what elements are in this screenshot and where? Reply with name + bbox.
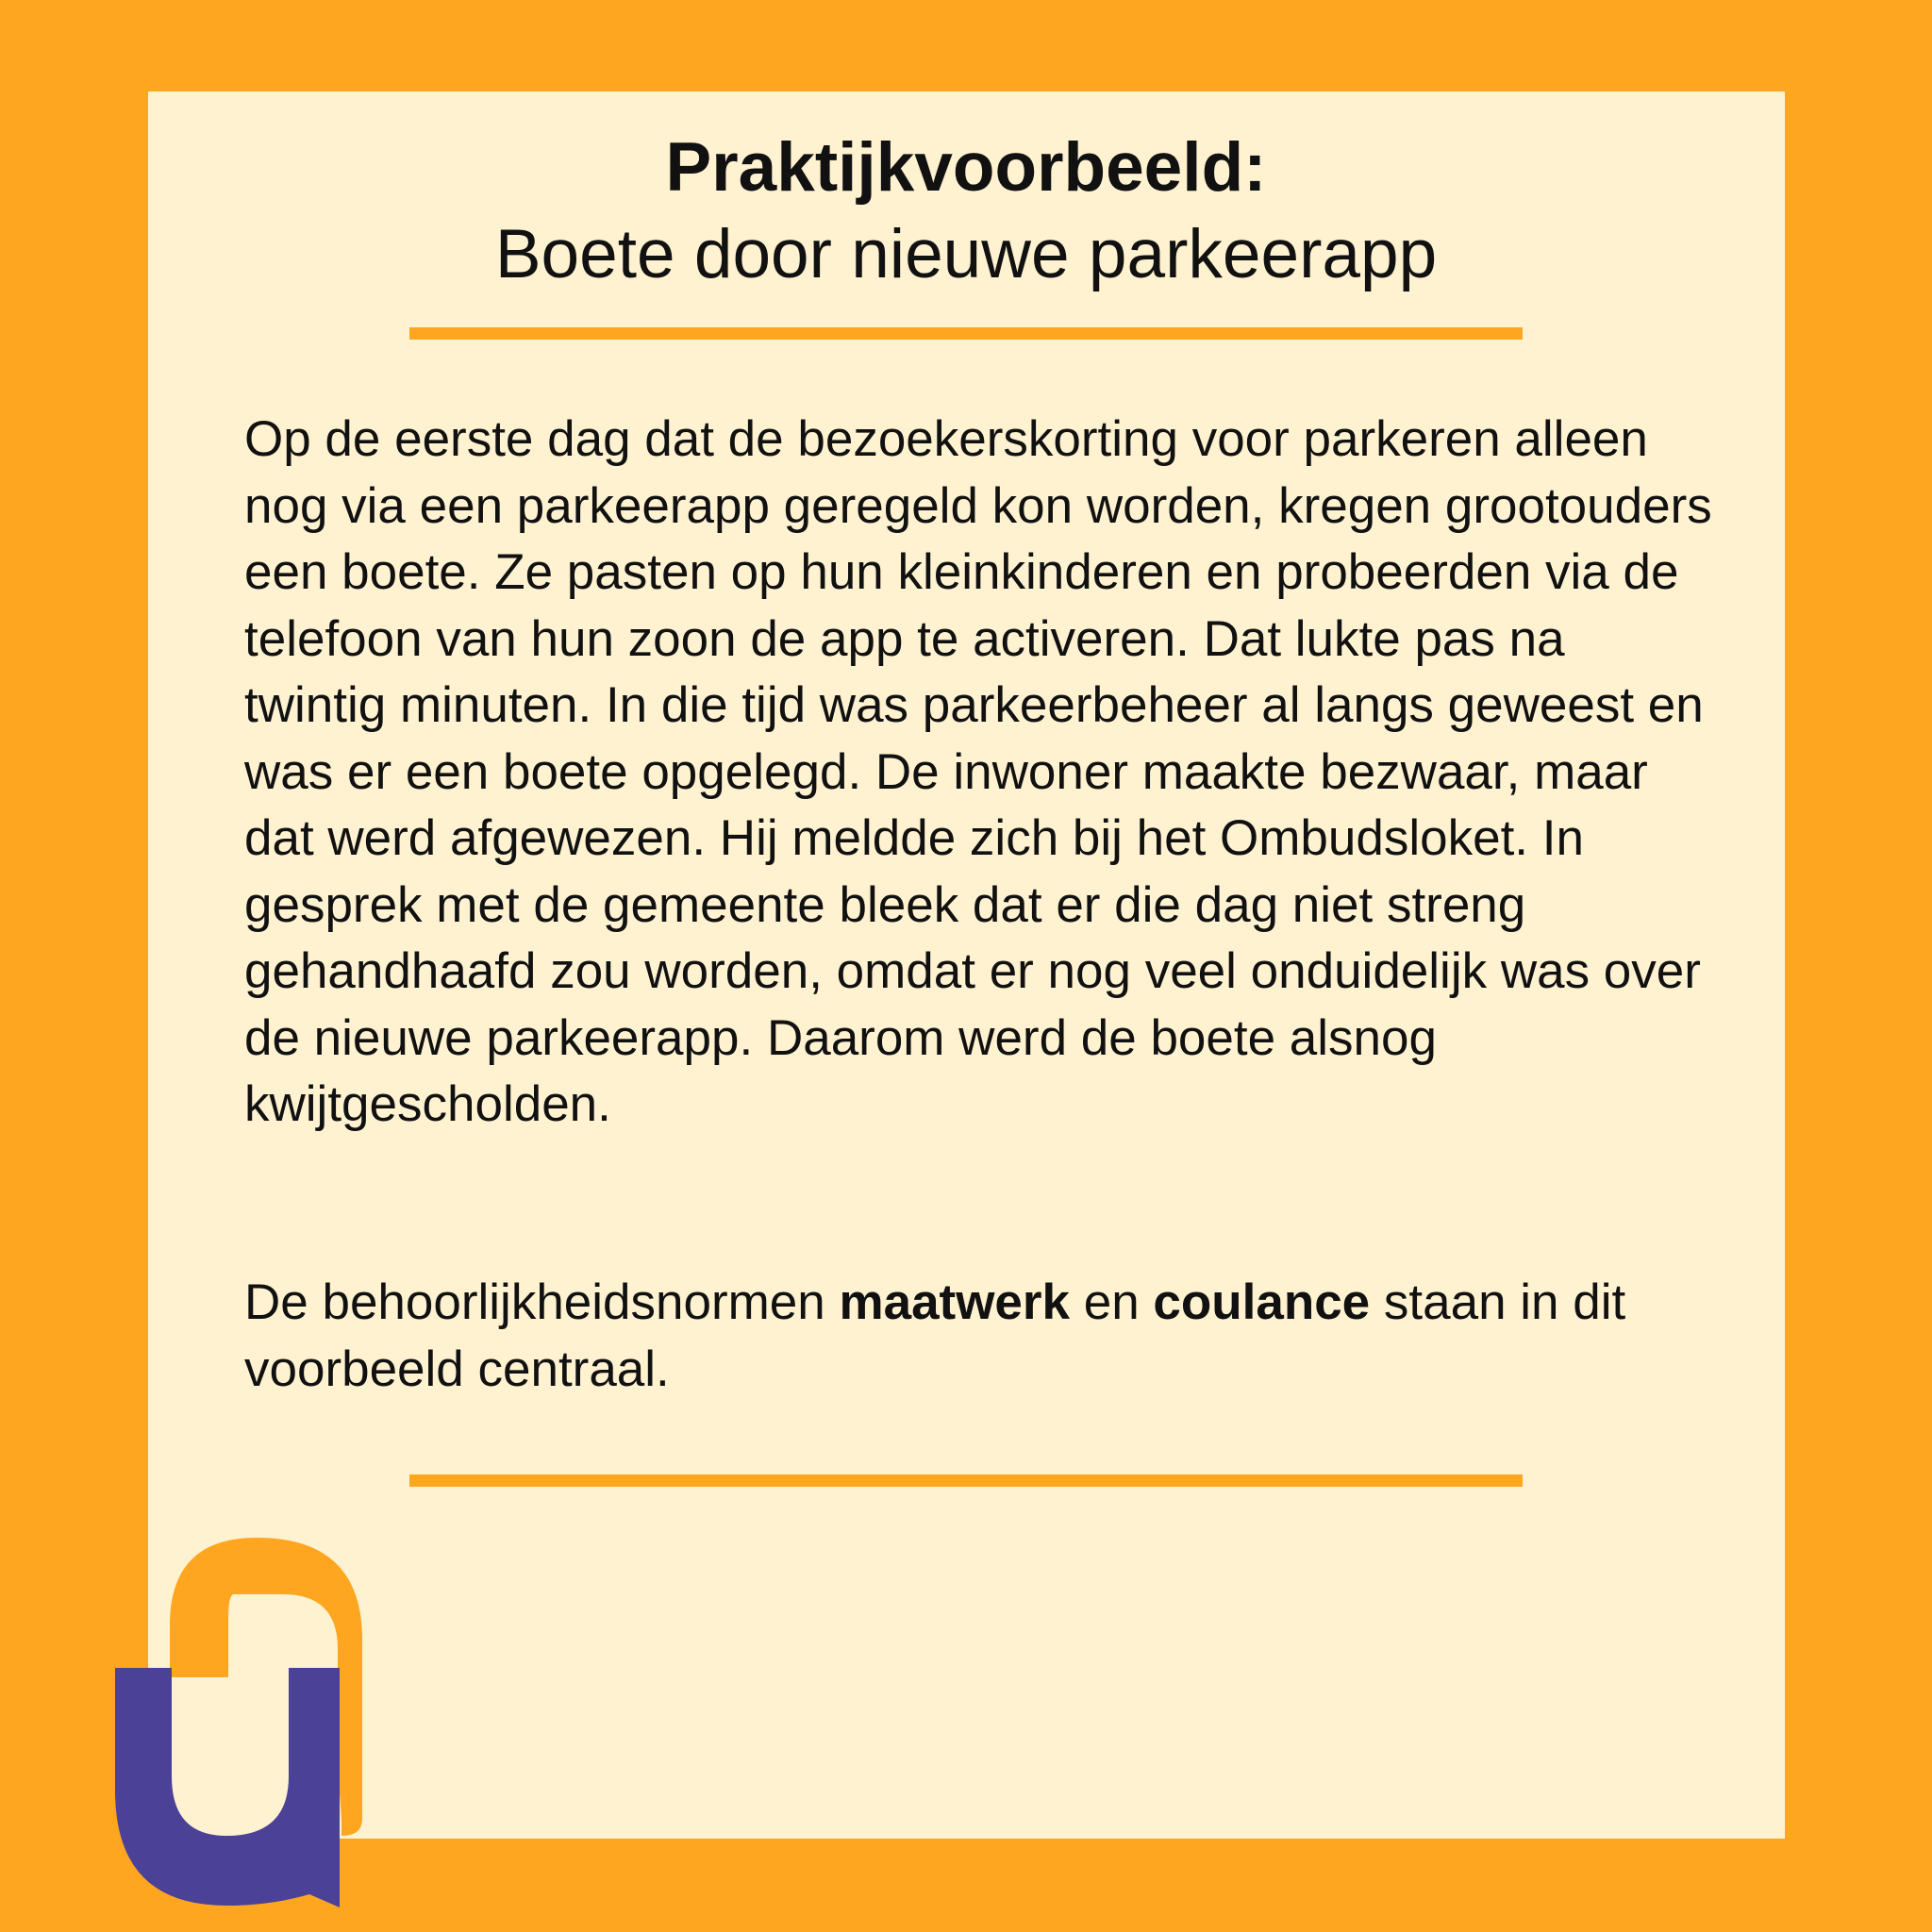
norm-term-coulance: coulance xyxy=(1153,1274,1371,1330)
ombudsman-logo-icon xyxy=(115,1536,400,1907)
norms-statement xyxy=(244,1270,1716,1403)
norm-term-maatwerk: maatwerk xyxy=(839,1274,1070,1330)
page-subtitle: Boete door nieuwe parkeerapp xyxy=(494,216,1438,292)
top-divider xyxy=(409,327,1523,340)
norms-text-2: en xyxy=(1070,1274,1154,1330)
case-description: Op de eerste dag dat de bezoekerskorting voor parkeren alleen nog via een parkeerapp geregeld kon worden, kregen grootouders een boete. Ze pasten op hun kleinkinderen en probeerden via de telefoon van hun zoon de app te activeren. Dat lukte pas na twintig minuten. In die tijd was parkeerbeheer al langs geweest en was er een boete opgelegd. De inwoner maakte bezwaar, maar dat werd afgewezen. Hij meldde zich bij het Ombudsloket. In gesprek met de gemeente bleek dat er die dag niet streng gehandhaafd zou worden, omdat er nog veel onduidelijk was over de nieuwe parkeerapp. Daarom werd de boete alsnog kwijtgescholden. xyxy=(244,411,1712,1132)
norms-text-1: De behoorlijkheidsnormen xyxy=(244,1274,840,1330)
bottom-divider xyxy=(409,1474,1523,1487)
page-title: Praktijkvoorbeeld: xyxy=(665,129,1267,206)
norms-text-3: staan in dit voorbeeld centraal. xyxy=(244,1274,1626,1397)
